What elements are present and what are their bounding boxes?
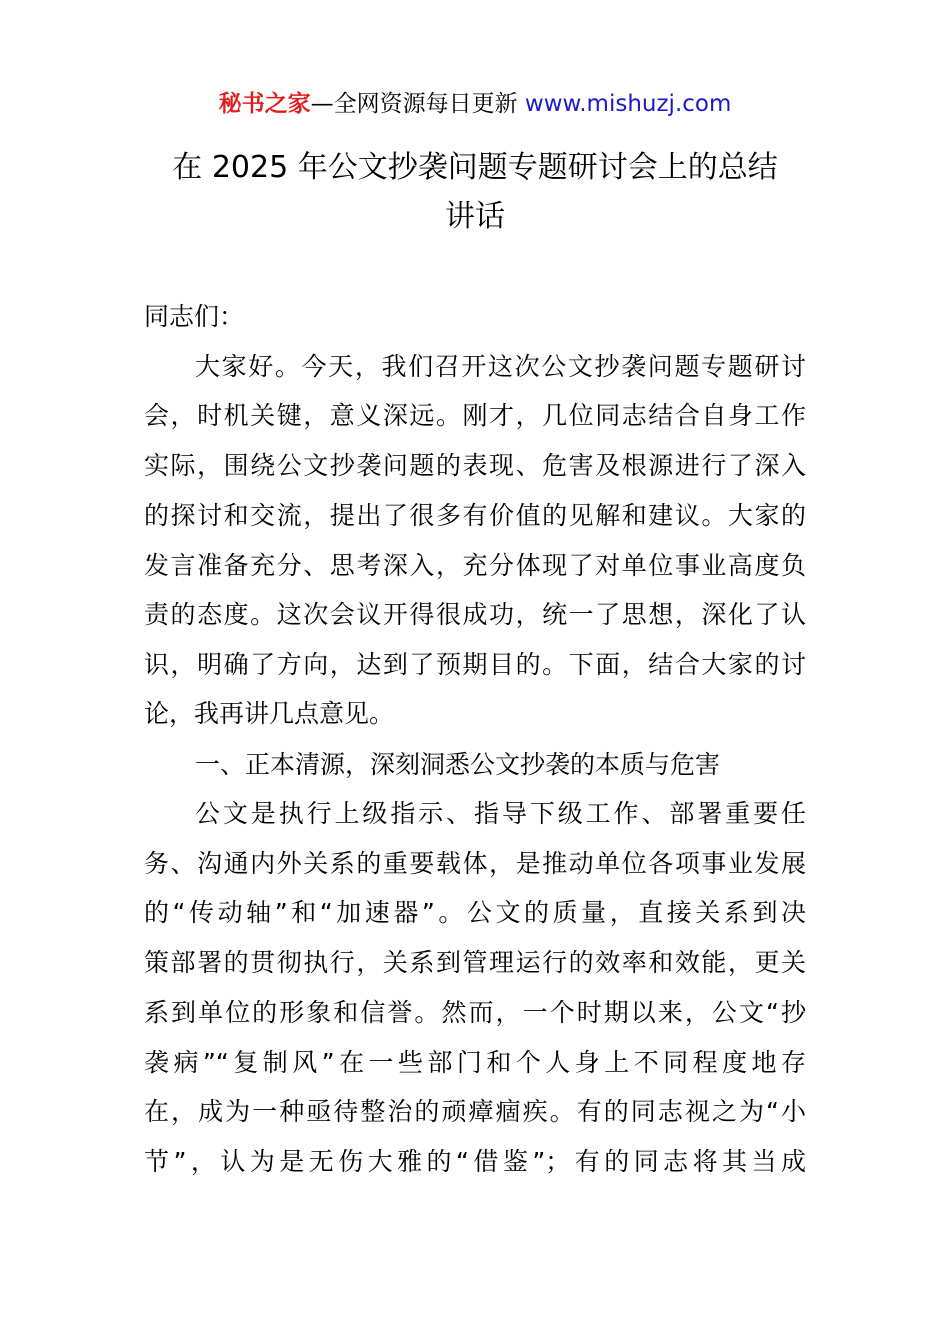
header-tagline: —全网资源每日更新 [310, 91, 525, 117]
salutation: 同志们： [144, 302, 245, 331]
site-header [0, 88, 950, 120]
paragraph-line: 的探讨和交流，提出了很多有价值的见解和建议。大家的 [144, 501, 806, 530]
site-url-link[interactable]: www.mishuzj.com [524, 91, 732, 117]
paragraph-line: 实际，围绕公文抄袭问题的表现、危害及根源进行了深入 [144, 451, 806, 480]
paragraph-line: 大家好。今天，我们召开这次公文抄袭问题专题研讨 [195, 352, 806, 381]
paragraph-line: 在，成为一种亟待整治的顽瘴痼疾。有的同志视之为“小 [144, 1097, 806, 1126]
paragraph-line: 系到单位的形象和信誉。然而，一个时期以来，公文“抄 [144, 998, 806, 1027]
section-heading: 一、正本清源，深刻洞悉公文抄袭的本质与危害 [195, 750, 721, 779]
paragraph-line: 袭病”“复制风”在一些部门和个人身上不同程度地存 [144, 1048, 806, 1077]
paragraph-line: 会，时机关键，意义深远。刚才，几位同志结合自身工作 [144, 401, 806, 430]
paragraph-line: 策部署的贯彻执行，关系到管理运行的效率和效能，更关 [144, 948, 806, 977]
paragraph-line: 责的态度。这次会议开得很成功，统一了思想，深化了认 [144, 600, 806, 629]
paragraph-line: 论，我再讲几点意见。 [144, 699, 395, 728]
paragraph-line: 识，明确了方向，达到了预期目的。下面，结合大家的讨 [144, 650, 806, 679]
paragraph-line: 节”，认为是无伤大雅的“借鉴”；有的同志将其当成 [144, 1147, 806, 1176]
paragraph-line: 的“传动轴”和“加速器”。公文的质量，直接关系到决 [144, 898, 806, 927]
brand-name: 秘书之家 [218, 91, 311, 117]
paragraph-line: 务、沟通内外关系的重要载体，是推动单位各项事业发展 [144, 849, 806, 878]
paragraph-line: 发言准备充分、思考深入，充分体现了对单位事业高度负 [144, 551, 806, 580]
document-title-line-2: 讲话 [445, 199, 505, 234]
paragraph-line: 公文是执行上级指示、指导下级工作、部署重要任 [195, 799, 806, 828]
document-title-line-1: 在 2025 年公文抄袭问题专题研讨会上的总结 [172, 150, 778, 185]
